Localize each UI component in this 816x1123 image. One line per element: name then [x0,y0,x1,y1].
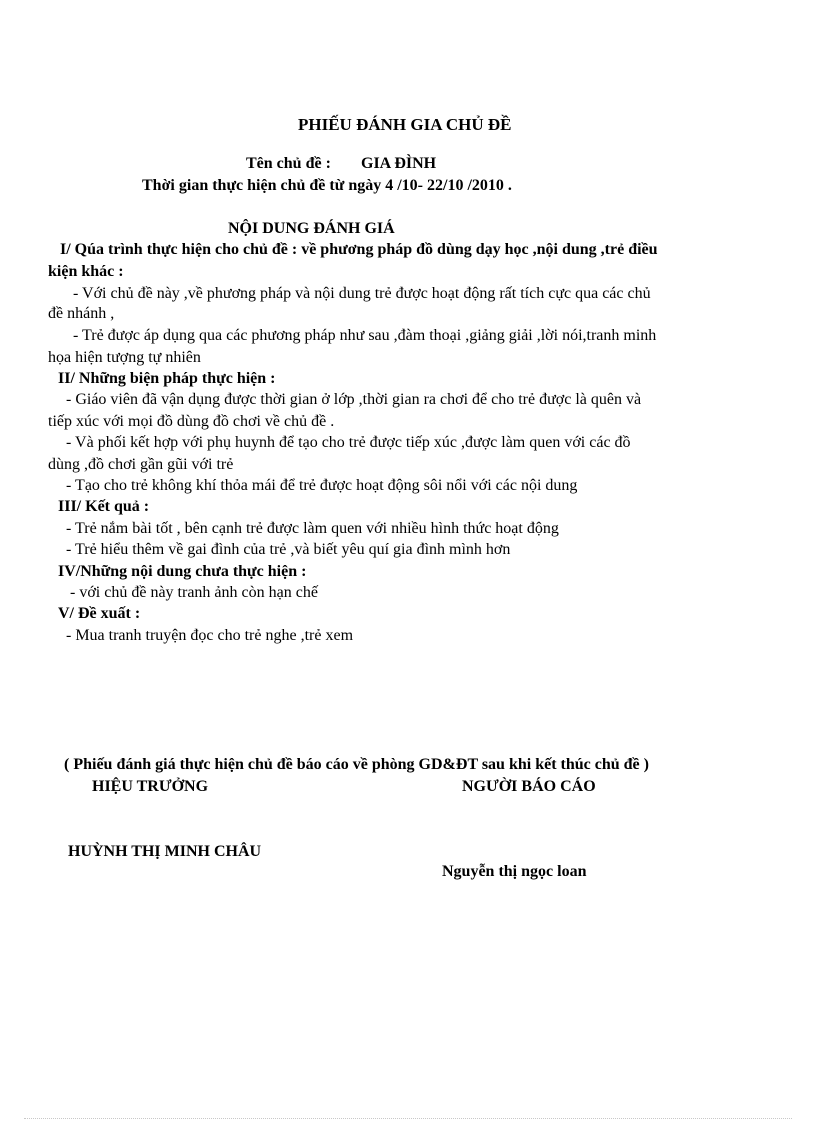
reporter-name: Nguyễn thị ngọc loan [442,863,587,880]
topic-label: Tên chủ đề : [246,155,331,172]
page-title: PHIẾU ĐÁNH GIA CHỦ ĐỀ [298,115,512,134]
list-item: - với chủ đề này tranh ảnh còn hạn chế [70,584,318,601]
section3-heading: III/ Kết quả : [58,498,150,515]
section1-heading-cont: kiện khác : [48,263,124,280]
section2-heading: II/ Những biện pháp thực hiện : [58,370,276,387]
section2-paragraph-cont: dùng ,đồ chơi gần gũi với trẻ [48,456,234,473]
section1-heading: I/ Qúa trình thực hiện cho chủ đề : về phương pháp đồ dùng dạy học ,nội dung ,trẻ điều [60,241,658,258]
section1-paragraph-cont: họa hiện tượng tự nhiên [48,349,201,366]
section2-paragraph: - Tạo cho trẻ không khí thỏa mái để trẻ được hoạt động sôi nổi với các nội dung [66,477,578,494]
list-item: - Mua tranh truyện đọc cho trẻ nghe ,trẻ xem [66,627,354,644]
section2-paragraph: - Giáo viên đã vận dụng được thời gian ở lớp ,thời gian ra chơi để cho trẻ được là quên và [66,391,642,408]
content-heading: NỘI DUNG ĐÁNH GIÁ [228,220,395,237]
section1-paragraph-cont: đề nhánh , [48,305,115,322]
section5-heading: V/ Đề xuất : [58,605,141,622]
footer-note: ( Phiếu đánh giá thực hiện chủ đề báo cáo về phòng GD&ĐT sau khi kết thúc chủ đề ) [64,756,649,773]
principal-title: HIỆU TRƯỞNG [92,778,209,795]
topic-value: GIA ĐÌNH [361,155,437,172]
reporter-title: NGƯỜI BÁO CÁO [462,778,596,795]
section2-paragraph-cont: tiếp xúc với mọi đồ dùng đồ chơi về chủ đề . [48,413,335,430]
page-bottom-divider [24,1118,792,1119]
list-item: - Trẻ nắm bài tốt , bên cạnh trẻ được làm quen với nhiều hình thức hoạt động [66,520,559,537]
section1-paragraph: - Với chủ đề này ,về phương pháp và nội dung trẻ được hoạt động rất tích cực qua các chủ [73,285,651,302]
principal-name: HUỲNH THỊ MINH CHÂU [68,843,262,860]
implementation-period: Thời gian thực hiện chủ đề từ ngày 4 /10- 22/10 /2010 . [142,177,512,194]
section4-heading: IV/Những nội dung chưa thực hiện : [58,563,307,580]
list-item: - Trẻ hiểu thêm về gai đình của trẻ ,và biết yêu quí gia đình mình hơn [66,541,511,558]
section2-paragraph: - Và phối kết hợp với phụ huynh để tạo cho trẻ được tiếp xúc ,được làm quen với các đồ [66,434,631,451]
section1-paragraph: - Trẻ được áp dụng qua các phương pháp như sau ,đàm thoại ,giảng giải ,lời nói,tranh minh [73,327,657,344]
